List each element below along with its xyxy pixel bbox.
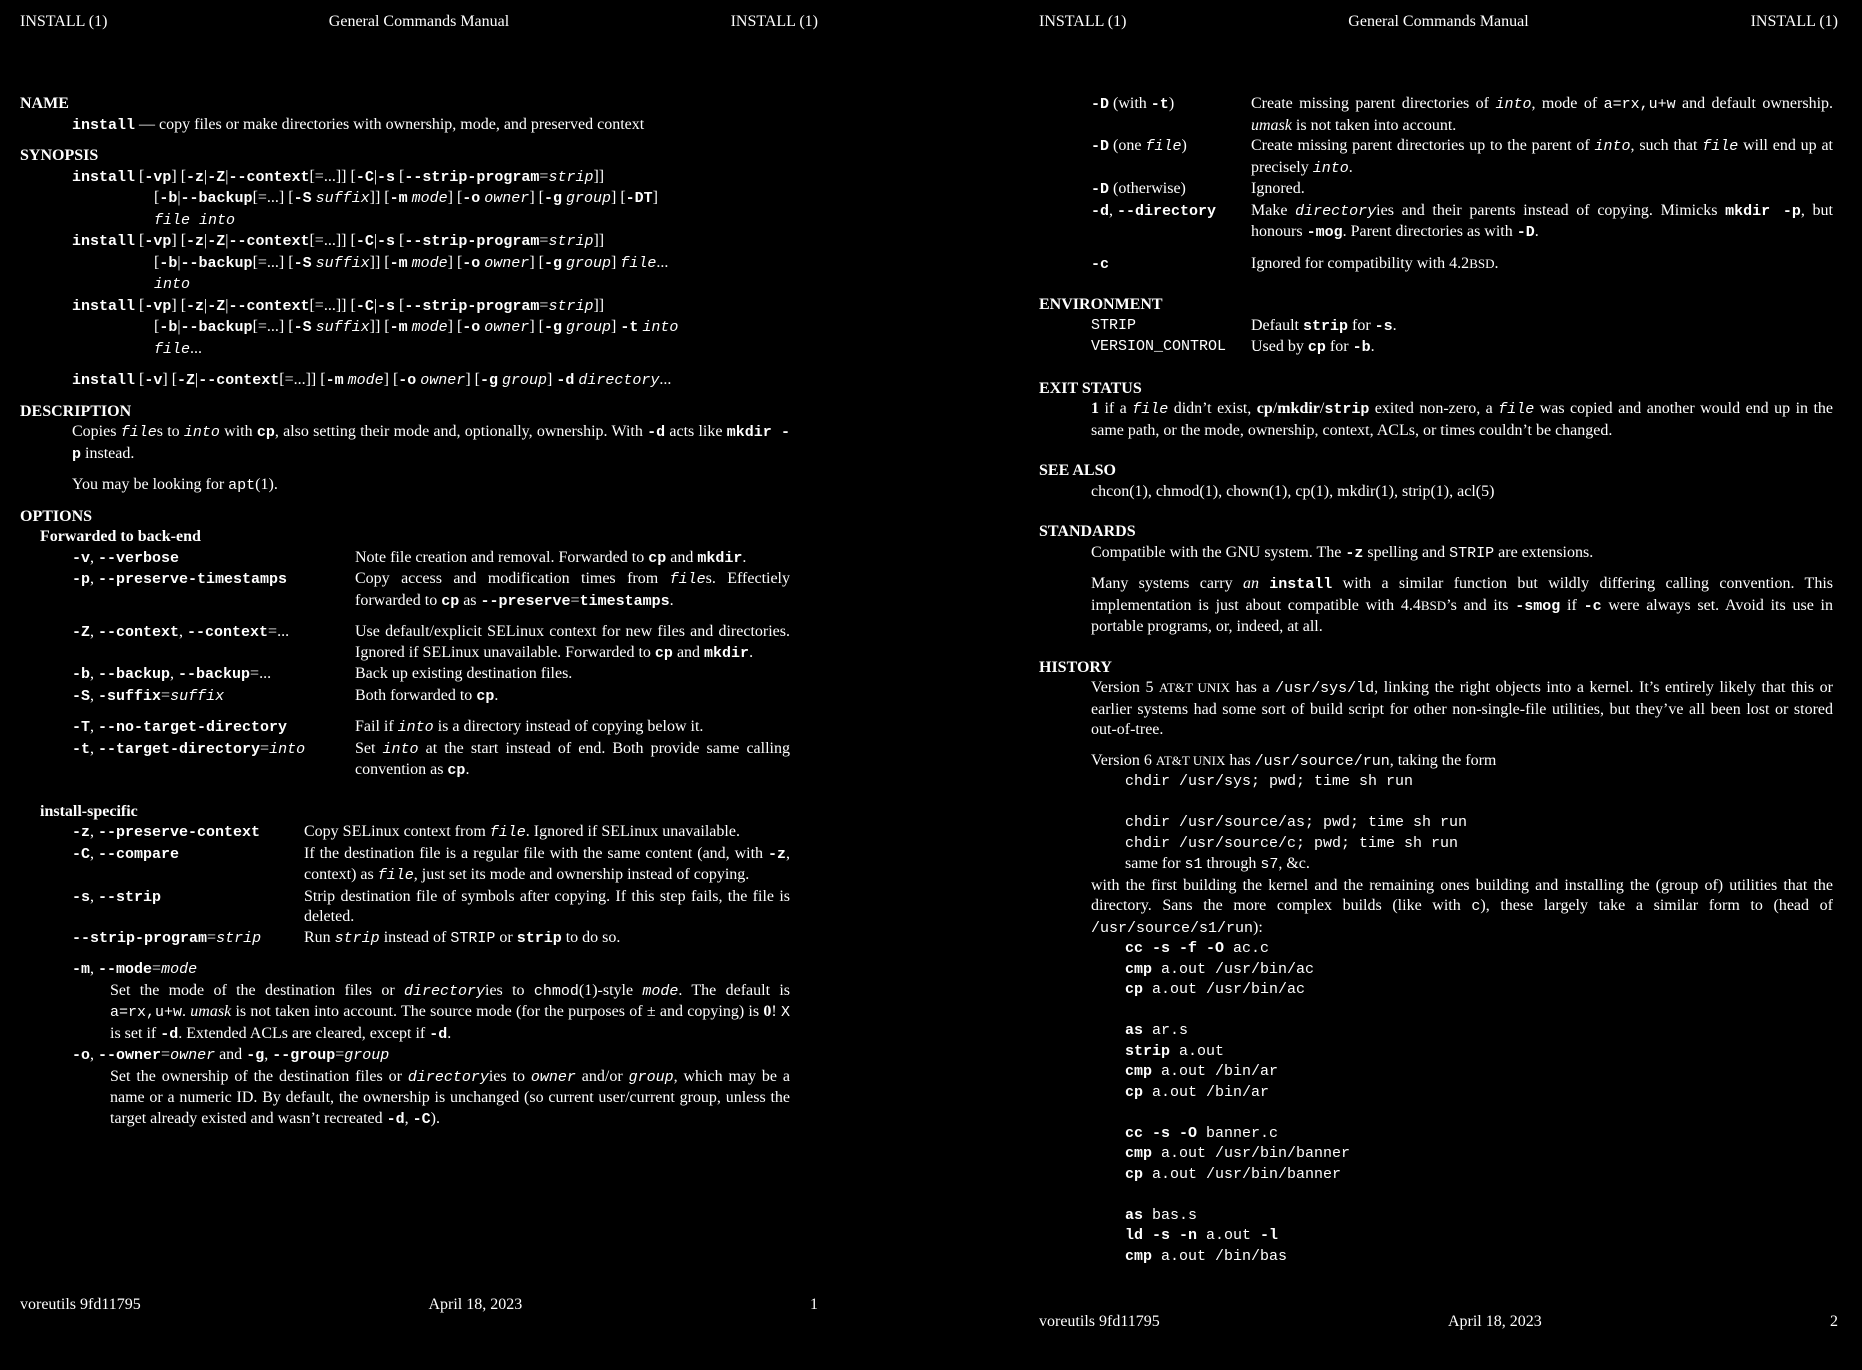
history-text-2: Version 6 AT&T UNIX has /usr/source/run, taking the form xyxy=(1091,751,1497,770)
footer-page-number: 2 xyxy=(1829,1313,1838,1330)
page-1 xyxy=(0,0,840,1370)
environment-list xyxy=(1091,316,1833,359)
option-D-otherwise: -D (otherwise) Ignored. xyxy=(1091,180,1305,198)
option-mode: -m, --mode=mode xyxy=(72,960,198,978)
page-header xyxy=(20,12,818,33)
header-center: General Commands Manual xyxy=(1348,13,1529,30)
header-center: General Commands Manual xyxy=(328,13,510,30)
history-code-block-2: cc -s -f -O ac.c cmp a.out /usr/bin/ac cp a.out /usr/bin/ac as ar.s strip a.out cmp a.out /bin/ar cp a.out /bin/ar cc -s -O banner.c cmp a.out /usr/bin/banner cp a.out /usr/bin/banner as bas.s ld -s -n a.out -l cmp a.out /bin/bas xyxy=(1125,940,1351,1265)
section-description-heading: DESCRIPTION xyxy=(20,402,132,420)
option-D-with-t: -D (with -t) Create missing parent directories of into, mode of a=rx,u+w and default ownership. umask is not taken into account. xyxy=(1091,95,1834,134)
footer-left: voreutils 9fd11795 xyxy=(1039,1313,1160,1330)
synopsis-2: install [-vp] [-z|-Z|--context[=...]] [-C|-s [--strip-program=strip]] [-b|--backup[=...] [-S suffix]] [-m mode] [-o owner] [-g group] file... into xyxy=(72,232,669,293)
option-preserve-timestamps: -p, --preserve-timestamps Copy access and modification times from files. Effectiely forwarded to cp as --preserve=timestamps. xyxy=(72,570,791,610)
page-2 xyxy=(1018,0,1862,1370)
header-left: INSTALL (1) xyxy=(20,13,108,30)
page-footer xyxy=(1039,1312,1838,1333)
history-text-1: Version 5 AT&T UNIX has a /usr/sys/ld, linking the right objects into a kernel. It’s entirely likely that this or earlier systems had some sort of build script for other non-single-file utilities, but they’ve all been lost or stored out-of-tree. xyxy=(1091,679,1833,738)
option-suffix: -S, -suffix=suffix Both forwarded to cp. xyxy=(72,686,499,705)
subsection-install-specific: install-specific xyxy=(40,802,138,820)
section-see-also-heading: SEE ALSO xyxy=(1039,462,1116,479)
option-backup: -b, --backup, --backup=... Back up existing destination files. xyxy=(72,665,573,683)
section-history-heading: HISTORY xyxy=(1039,658,1112,676)
section-name-heading: NAME xyxy=(20,95,69,112)
synopsis-3: install [-vp] [-z|-Z|--context[=...]] [-C|-s [--strip-program=strip]] [-b|--backup[=...] [-S suffix]] [-m mode] [-o owner] [-g group] -t into file... xyxy=(72,296,679,358)
header-right: INSTALL (1) xyxy=(730,13,818,30)
section-options-heading: OPTIONS xyxy=(20,507,93,525)
footer-left: voreutils 9fd11795 xyxy=(20,1296,141,1313)
forwarded-options xyxy=(72,548,790,782)
option-context: -Z, --context, --context=... Use default/explicit SELinux context for new files and directories. Ignored if SELinux unavailable. Forwarded to cp and mkdir. xyxy=(72,623,790,662)
section-exit-status-heading: EXIT STATUS xyxy=(1039,379,1142,397)
footer-center: April 18, 2023 xyxy=(1447,1313,1542,1330)
synopsis-4: install [-v] [-Z|--context[=...]] [-m mode] [-o owner] [-g group] -d directory... xyxy=(72,371,672,389)
description-apt-note: You may be looking for apt(1). xyxy=(72,476,278,494)
option-D-one-file: -D (one file) Create missing parent directories up to the parent of into, such that file will end up at precisely into. xyxy=(1091,137,1833,177)
subsection-forwarded: Forwarded to back-end xyxy=(40,528,201,545)
option-preserve-context: -z, --preserve-context Copy SELinux context from file. Ignored if SELinux unavailable. xyxy=(72,823,740,841)
option-owner: -o, --owner=owner and -g, --group=group xyxy=(72,1046,390,1064)
option-verbose: -v, --verbose Note file creation and removal. Forwarded to cp and mkdir. xyxy=(72,548,747,567)
history-code-block-1: chdir /usr/sys; pwd; time sh run chdir /usr/source/as; pwd; time sh run chdir /usr/source/c; pwd; time sh run same for s1 through s7, &c. xyxy=(1125,773,1468,873)
option-no-target-directory: -T, --no-target-directory Fail if into is a directory instead of copying below it. xyxy=(72,718,704,736)
standards-text-2: Many systems carry an install with a similar function but wildly differing calling convention. This implementation is just about compatible with 4.4BSD’s and its -smog if -c were always set. Avoid its use in portable programs, or, indeed, at all. xyxy=(1091,575,1834,635)
header-left: INSTALL (1) xyxy=(1039,13,1127,30)
standards-text-1: Compatible with the GNU system. The -z spelling and STRIP are extensions. xyxy=(1091,543,1594,562)
option-mode-desc: Set the mode of the destination files or directoryies to chmod(1)-style mode. The default is a=rx,u+w. umask is not taken into account. The source mode (for the purposes of ± and copying) is 0! X is set if -d. Extended ACLs are cleared, except if -d. xyxy=(110,981,791,1043)
page-1-content xyxy=(20,94,790,1130)
option-target-directory: -t, --target-directory=into Set into at the start instead of end. Both provide same calling convention as cp. xyxy=(72,739,790,779)
specific-options xyxy=(72,822,790,1130)
section-environment-heading: ENVIRONMENT xyxy=(1039,296,1163,313)
env-strip: STRIP Default strip for -s. xyxy=(1091,316,1397,335)
page-2-content xyxy=(1039,94,1833,1267)
option-owner-desc: Set the ownership of the destination files or directoryies to owner and/or group, which may be a name or a numeric ID. By default, the ownership is unchanged (so current user/current group, unless the target already existed and wasn’t recreated -d, -C). xyxy=(110,1067,791,1128)
option-strip-program: --strip-program=strip Run strip instead of STRIP or strip to do so. xyxy=(72,928,621,947)
name-line: install — copy files or make directories with ownership, mode, and preserved context xyxy=(72,115,645,134)
d-options xyxy=(1091,94,1833,275)
footer-page-number: 1 xyxy=(809,1296,818,1313)
option-strip: -s, --strip Strip destination file of symbols after copying. If this step fails, the file is deleted. xyxy=(72,887,790,925)
exit-status-text: 1 if a file didn’t exist, cp/mkdir/strip exited non-zero, a file was copied and another would end up in the same path, or the mode, ownership, context, ACLs, or times couldn’t be changed. xyxy=(1091,400,1834,439)
footer-center: April 18, 2023 xyxy=(428,1296,523,1313)
section-standards-heading: STANDARDS xyxy=(1039,523,1136,540)
page-header xyxy=(1039,12,1838,33)
synopsis-1: install [-vp] [-z|-Z|--context[=...]] [-C|-s [--strip-program=strip]] [-b|--backup[=...] [-S suffix]] [-m mode] [-o owner] [-g group] [-DT] file into xyxy=(72,167,658,229)
section-synopsis-heading: SYNOPSIS xyxy=(20,147,99,164)
history-text-3: with the first building the kernel and the remaining ones building and installing the (group of) utilities that the directory. Sans the more complex builds (like with c), these largely take a similar form to (head of /usr/source/s1/run): xyxy=(1091,876,1833,937)
option-c: -c Ignored for compatibility with 4.2BSD. xyxy=(1091,254,1499,273)
description-text: Copies files to into with cp, also setting their mode and, optionally, ownership. With -d acts like mkdir -p instead. xyxy=(72,423,790,463)
env-version-control: VERSION_CONTROL Used by cp for -b. xyxy=(1091,338,1375,356)
option-compare: -C, --compare If the destination file is a regular file with the same content (and, with -z, context) as file, just set its mode and ownership instead of copying. xyxy=(72,844,790,884)
header-right: INSTALL (1) xyxy=(1750,13,1838,30)
page-footer xyxy=(20,1295,818,1316)
see-also-list: chcon(1), chmod(1), chown(1), cp(1), mkdir(1), strip(1), acl(5) xyxy=(1091,482,1495,500)
option-directory: -d, --directory Make directoryies and their parents instead of copying. Mimicks mkdir -p, but honours -mog. Parent directories as with -D. xyxy=(1091,201,1833,241)
